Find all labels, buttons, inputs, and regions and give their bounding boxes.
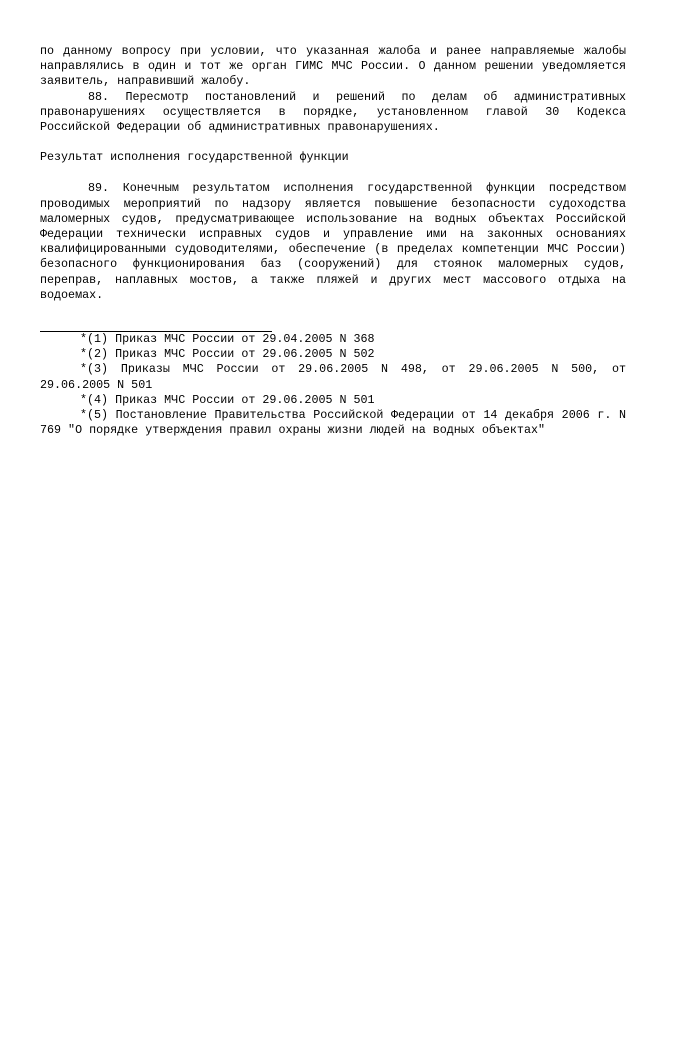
paragraph-continued: по данному вопросу при условии, что указанная жалоба и ранее направляемые жалобы направлялись в один и тот же орган ГИМС МЧС России. О данном решении уведомляется заявитель, направивший жалобу. xyxy=(40,44,626,89)
document-page xyxy=(40,44,626,438)
section-heading: Результат исполнения государственной функции xyxy=(40,150,349,165)
spacer xyxy=(40,303,626,318)
footnotes-list xyxy=(40,332,626,438)
footnote-5: *(5) Постановление Правительства Российской Федерации от 14 декабря 2006 г. N 769 "О порядке утверждения правил охраны жизни людей на водных объектах" xyxy=(40,408,626,438)
footnote-3: *(3) Приказы МЧС России от 29.06.2005 N 498, от 29.06.2005 N 500, от 29.06.2005 N 501 xyxy=(40,362,626,392)
footnote-2: *(2) Приказ МЧС России от 29.06.2005 N 502 xyxy=(80,347,375,362)
paragraph-88: 88. Пересмотр постановлений и решений по делам об административных правонарушениях осуществляется в порядке, установленном главой 30 Кодекса Российской Федерации об административных правонарушениях. xyxy=(40,89,626,135)
footnote-4: *(4) Приказ МЧС России от 29.06.2005 N 501 xyxy=(80,392,375,407)
footnote-1: *(1) Приказ МЧС России от 29.04.2005 N 368 xyxy=(80,332,375,347)
paragraph-89: 89. Конечным результатом исполнения государственной функции посредством проводимых мероприятий по надзору является повышение безопасности судоходства маломерных судов, предусматривающее использование на водных объектах Российской Федерации технически исправных судов и управление ими на законных основаниях квалифицированными судоводителями, обеспечение (в пределах компетенции МЧС России) безопасного функционирования баз (сооружений) для стоянок маломерных судов, переправ, наплавных мостов, а также пляжей и других мест массового отдыха на водоемах. xyxy=(40,181,626,302)
